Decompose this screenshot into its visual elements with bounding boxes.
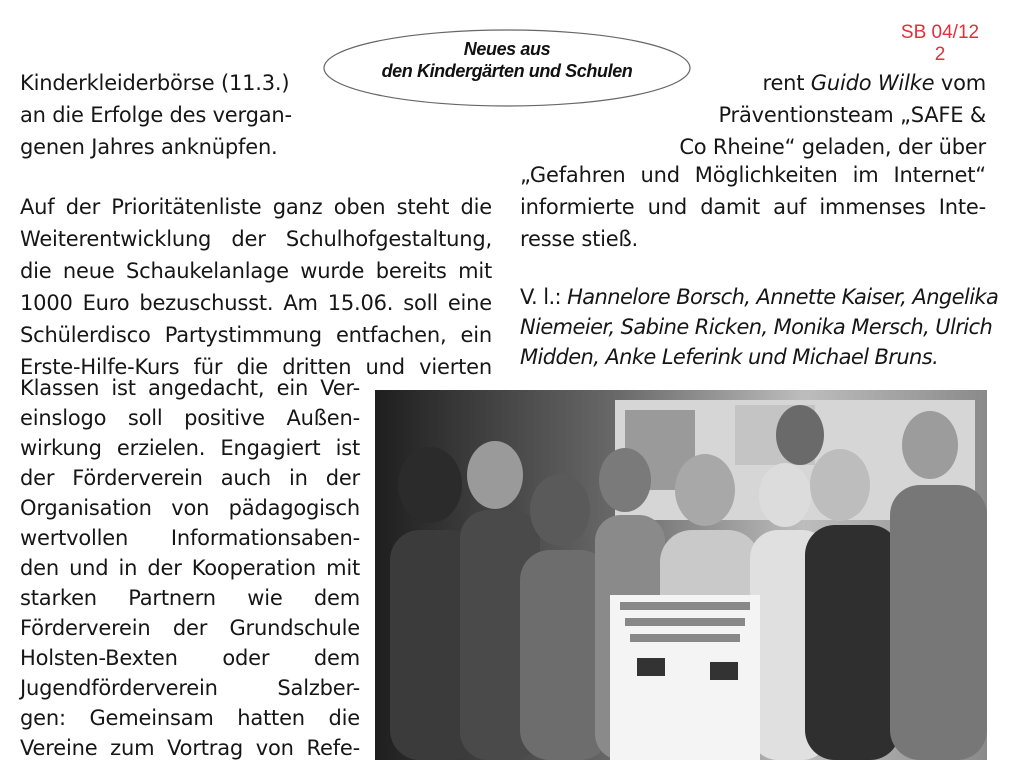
caption-names: Hannelore Borsch, Annette Kaiser, Angelika — [567, 285, 999, 309]
body-line: einslogo soll positive Außen- — [20, 406, 360, 430]
left-intro-line: Kinderkleiderbörse (11.3.) — [20, 71, 290, 95]
right-body-line: Co Rheine“ geladen, der über — [679, 135, 986, 159]
body-line: die neue Schaukelanlage wurde bereits mit — [20, 259, 492, 283]
body-line: wertvollen Informationsaben- — [20, 526, 360, 550]
body-line: der Förderverein auch in der — [20, 466, 360, 490]
right-body-line — [640, 68, 986, 98]
body-line: wirkung erzielen. Engagiert ist — [20, 436, 360, 460]
group-photo — [375, 390, 987, 760]
body-line: gen: Gemeinsam hatten die — [20, 706, 360, 730]
photo-caption-line: Niemeier, Sabine Ricken, Monika Mersch, Ulrich — [520, 315, 993, 339]
badge-line-2: den Kindergärten und Schulen — [381, 61, 633, 81]
body-line: 1000 Euro bezuschusst. Am 15.06. soll eine — [20, 291, 492, 315]
text-segment: rent — [762, 71, 811, 95]
section-badge — [322, 26, 692, 110]
body-line: den und in der Kooperation mit — [20, 556, 360, 580]
group-photo-image — [375, 390, 987, 760]
body-line: Weiterentwicklung der Schulhofgestaltung, — [20, 227, 492, 251]
right-body-line: „Gefahren und Möglichkeiten im Internet“ — [520, 163, 986, 187]
body-line: Organisation von pädagogisch — [20, 496, 360, 520]
left-intro-line: genen Jahres anknüpfen. — [20, 135, 278, 159]
body-line: Erste-Hilfe-Kurs für die dritten und vierten — [20, 355, 492, 379]
body-line: starken Partnern wie dem — [20, 586, 360, 610]
right-body-line: resse stieß. — [520, 227, 639, 251]
right-body-line: informierte und damit auf immenses Inte- — [520, 195, 986, 219]
body-line: Holsten-Bexten oder dem — [20, 646, 360, 670]
page-stamp — [880, 22, 1000, 66]
photo-caption-line — [520, 282, 999, 312]
stamp-page-number: 2 — [934, 44, 946, 65]
left-intro-line: an die Erfolge des vergan- — [20, 103, 292, 127]
speaker-name: Guido Wilke — [810, 71, 935, 95]
body-line: Jugendförderverein Salzber- — [20, 676, 360, 700]
badge-title — [322, 38, 692, 82]
photo-caption-line: Midden, Anke Leferink und Michael Bruns. — [520, 345, 939, 369]
body-line: Schülerdisco Partystimmung entfachen, ein — [20, 323, 492, 347]
body-line: Klassen ist angedacht, ein Ver- — [20, 376, 360, 400]
body-line: Vereine zum Vortrag von Refe- — [20, 736, 360, 760]
stamp-code: SB 04/12 — [900, 22, 980, 43]
text-segment: vom — [934, 71, 986, 95]
caption-label: V. l.: — [520, 285, 568, 309]
body-line: Auf der Prioritätenliste ganz oben steht die — [20, 195, 492, 219]
right-body-line: Präventionsteam „SAFE & — [718, 103, 986, 127]
body-line: Förderverein der Grundschule — [20, 616, 360, 640]
badge-line-1: Neues aus — [463, 39, 551, 59]
